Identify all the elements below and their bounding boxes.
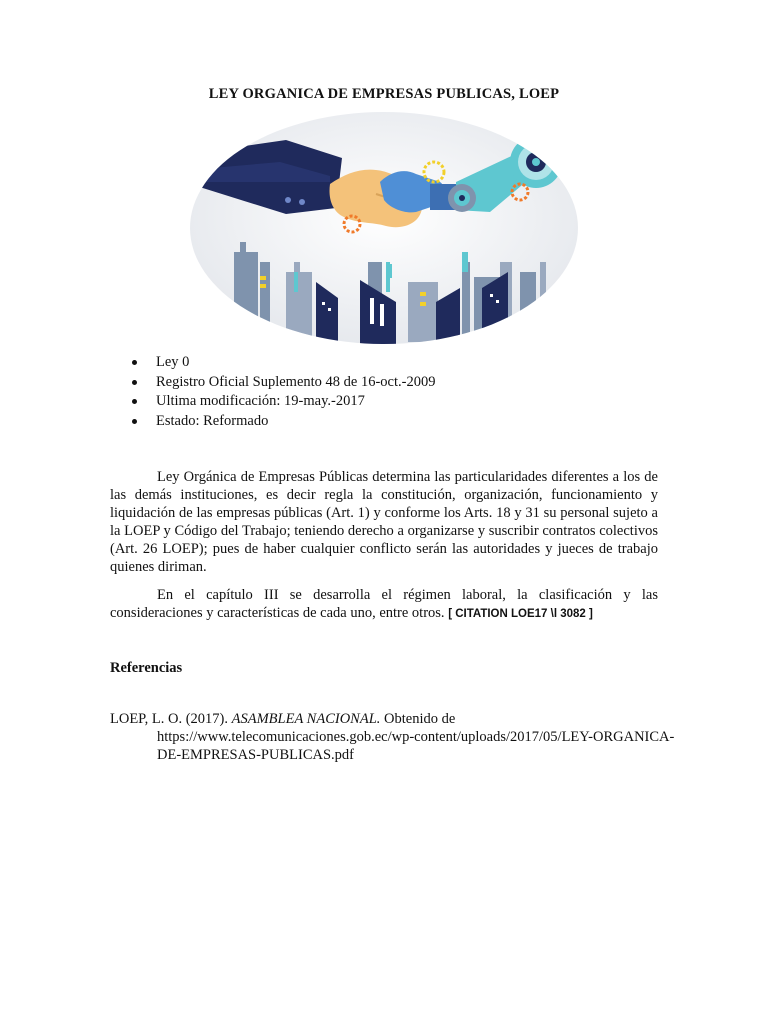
reference-url: Obtenido de https://www.telecomunicaciones.gob.ec/wp-content/uploads/2017/05/LEY-ORGANICA-DE-EMPRESAS-PUBLICAS.pdf [157,711,675,763]
paragraph-2-text: En el capítulo III se desarrolla el régimen laboral, la clasificación y las consideraciones y características de cada uno, entre otros. [110,587,658,621]
handshake-illustration [190,112,578,344]
bullet-icon [132,380,137,385]
document-title: LEY ORGANICA DE EMPRESAS PUBLICAS, LOEP [208,86,560,102]
body-paragraph-2 [110,586,658,623]
list-item: Estado: Reformado [128,412,435,432]
reference-author: LOEP, L. O. (2017). [110,711,229,727]
body-paragraph-1: Ley Orgánica de Empresas Públicas determina las particularidades diferentes a los de las demás instituciones, es decir regla la constitución, organización, funcionamiento y liquidación de las empresas públicas (Art. 1) y conforme los Arts. 18 y 31 su personal sujeto a la LOEP y Código del Trabajo; teniendo derecho a organizarse y suscribir contratos colectivos (Art. 26 LOEP); pues de haber cualquier conflicto serán las autoridades y jueces de trabajo quienes diriman. [110,469,658,575]
bullet-icon [132,419,137,424]
citation-field: [ CITATION LOE17 \l 3082 ] [448,608,593,620]
bullet-icon [132,360,137,365]
reference-title: ASAMBLEA NACIONAL. [231,711,381,727]
list-item: Registro Oficial Suplemento 48 de 16-oct.-2009 [128,373,435,393]
list-item: Ley 0 [128,353,435,373]
document-info-list [128,353,435,431]
references-heading: Referencias [110,660,183,676]
reference-entry [110,710,677,764]
list-item: Ultima modificación: 19-may.-2017 [128,392,435,412]
bullet-icon [132,399,137,404]
